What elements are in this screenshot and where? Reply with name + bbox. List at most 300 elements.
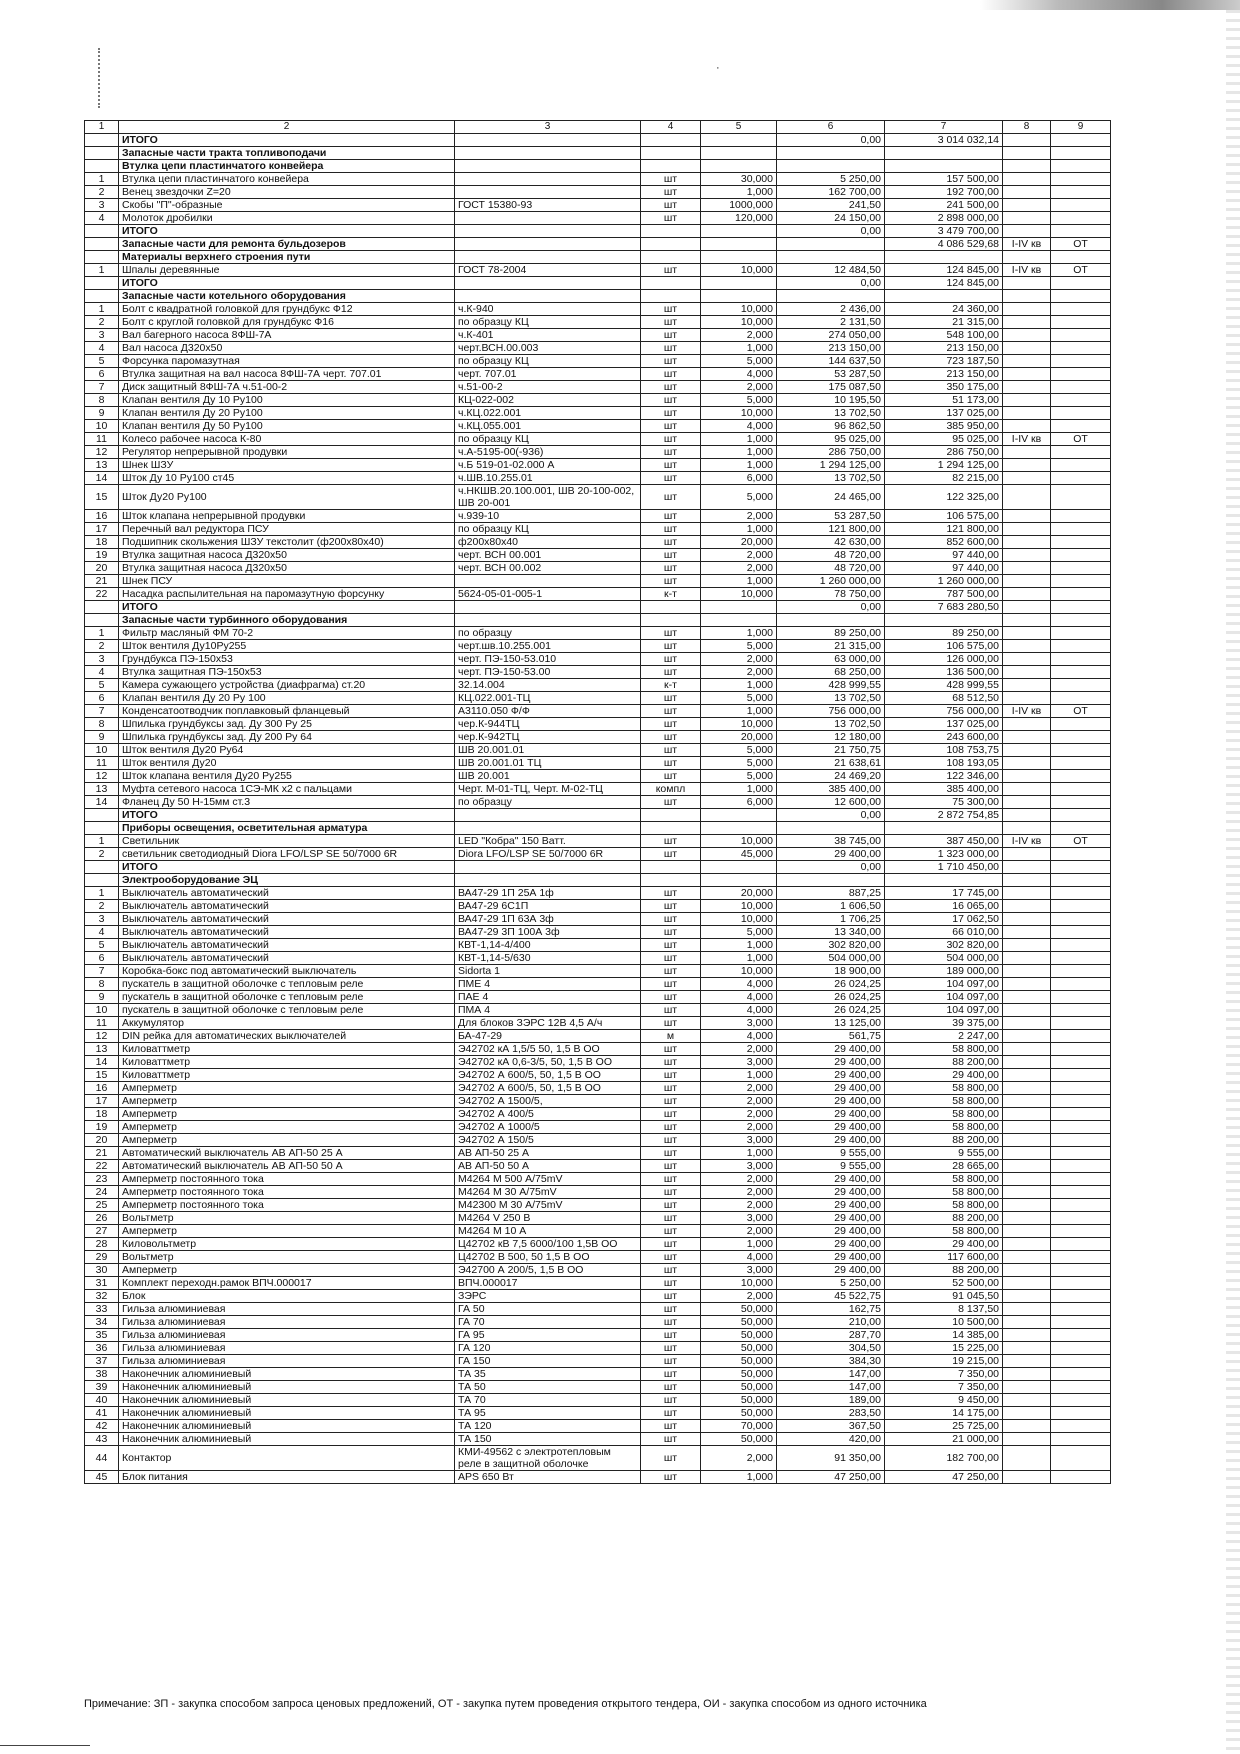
- table-cell-7: 29 400,00: [885, 1069, 1003, 1082]
- table-cell-7: 121 800,00: [885, 523, 1003, 536]
- table-cell-3: [455, 874, 641, 887]
- table-cell-2: ИТОГО: [119, 134, 455, 147]
- table-cell-1: 15: [85, 1069, 119, 1082]
- table-cell-2: Муфта сетевого насоса 1СЭ-МК х2 с пальцами: [119, 783, 455, 796]
- table-cell-5: 1,000: [701, 939, 777, 952]
- table-cell-2: светильник светодиодный Diora LFO/LSP SE 50/7000 6R: [119, 848, 455, 861]
- table-cell-8: [1003, 757, 1051, 770]
- total-row: [85, 861, 1111, 874]
- table-cell-2: Наконечник алюминиевый: [119, 1420, 455, 1433]
- table-row: [85, 770, 1111, 783]
- table-cell-2: Вал багерного насоса 8ФШ-7А: [119, 329, 455, 342]
- table-cell-7: 88 200,00: [885, 1056, 1003, 1069]
- table-cell-4: шт: [641, 472, 701, 485]
- table-cell-9: [1051, 1017, 1111, 1030]
- table-cell-2: Электрооборудование ЭЦ: [119, 874, 455, 887]
- table-row: [85, 562, 1111, 575]
- table-cell-1: 21: [85, 575, 119, 588]
- table-cell-5: 3,000: [701, 1134, 777, 1147]
- table-cell-8: [1003, 900, 1051, 913]
- table-cell-7: 24 360,00: [885, 303, 1003, 316]
- table-cell-4: шт: [641, 1186, 701, 1199]
- table-cell-1: 19: [85, 1121, 119, 1134]
- table-cell-6: 367,50: [777, 1420, 885, 1433]
- table-cell-4: шт: [641, 536, 701, 549]
- table-cell-2: Блок: [119, 1290, 455, 1303]
- table-cell-3: ГА 120: [455, 1342, 641, 1355]
- table-row: [85, 900, 1111, 913]
- table-cell-8: [1003, 1251, 1051, 1264]
- table-cell-2: Вольтметр: [119, 1212, 455, 1225]
- table-cell-6: 68 250,00: [777, 666, 885, 679]
- header-cell: 7: [885, 121, 1003, 134]
- table-cell-8: [1003, 965, 1051, 978]
- table-cell-2: Шпалы деревянные: [119, 264, 455, 277]
- table-cell-7: 787 500,00: [885, 588, 1003, 601]
- table-cell-9: [1051, 1433, 1111, 1446]
- table-cell-3: черт. ПЭ-150-53.00: [455, 666, 641, 679]
- table-cell-6: 29 400,00: [777, 1173, 885, 1186]
- table-cell-1: [85, 147, 119, 160]
- table-row: [85, 588, 1111, 601]
- table-cell-7: 2 872 754,85: [885, 809, 1003, 822]
- table-cell-6: 1 294 125,00: [777, 459, 885, 472]
- table-cell-5: 1,000: [701, 679, 777, 692]
- table-cell-3: ВА47-29 1П 25А 1ф: [455, 887, 641, 900]
- table-cell-4: шт: [641, 1433, 701, 1446]
- table-cell-1: 13: [85, 459, 119, 472]
- table-cell-8: [1003, 1069, 1051, 1082]
- table-cell-1: 31: [85, 1277, 119, 1290]
- table-cell-9: [1051, 1446, 1111, 1471]
- table-cell-7: 302 820,00: [885, 939, 1003, 952]
- table-cell-6: 24 469,20: [777, 770, 885, 783]
- table-cell-1: 16: [85, 1082, 119, 1095]
- section-row: [85, 290, 1111, 303]
- table-cell-5: 10,000: [701, 913, 777, 926]
- table-cell-7: 7 350,00: [885, 1381, 1003, 1394]
- table-cell-2: Фланец Ду 50 Н-15мм ст.3: [119, 796, 455, 809]
- table-cell-8: [1003, 368, 1051, 381]
- table-cell-2: Насадка распылительная на паромазутную форсунку: [119, 588, 455, 601]
- table-cell-4: шт: [641, 173, 701, 186]
- table-cell-5: [701, 277, 777, 290]
- table-cell-6: 2 131,50: [777, 316, 885, 329]
- table-cell-1: 1: [85, 264, 119, 277]
- header-cell: 1: [85, 121, 119, 134]
- table-row: [85, 848, 1111, 861]
- table-cell-3: черт. ВСН 00.002: [455, 562, 641, 575]
- table-cell-3: М4264 М 10 А: [455, 1225, 641, 1238]
- table-cell-1: 2: [85, 900, 119, 913]
- table-cell-5: 50,000: [701, 1329, 777, 1342]
- table-cell-3: ПМА 4: [455, 1004, 641, 1017]
- table-cell-1: 13: [85, 1043, 119, 1056]
- table-row: [85, 1056, 1111, 1069]
- table-cell-1: 29: [85, 1251, 119, 1264]
- table-cell-9: [1051, 407, 1111, 420]
- table-cell-7: [885, 251, 1003, 264]
- table-cell-6: 21 750,75: [777, 744, 885, 757]
- table-cell-5: 2,000: [701, 653, 777, 666]
- table-cell-1: 2: [85, 316, 119, 329]
- table-cell-4: [641, 822, 701, 835]
- table-cell-7: 29 400,00: [885, 1238, 1003, 1251]
- table-cell-9: [1051, 679, 1111, 692]
- table-cell-9: [1051, 303, 1111, 316]
- section-row: [85, 147, 1111, 160]
- table-cell-2: Запасные части турбинного оборудования: [119, 614, 455, 627]
- table-cell-8: [1003, 991, 1051, 1004]
- table-cell-9: [1051, 965, 1111, 978]
- table-cell-8: [1003, 1147, 1051, 1160]
- table-cell-7: 385 400,00: [885, 783, 1003, 796]
- table-row: [85, 329, 1111, 342]
- table-cell-5: 1,000: [701, 627, 777, 640]
- table-cell-1: [85, 238, 119, 251]
- table-cell-5: 120,000: [701, 212, 777, 225]
- table-cell-4: [641, 160, 701, 173]
- table-cell-7: 104 097,00: [885, 978, 1003, 991]
- table-cell-9: [1051, 160, 1111, 173]
- table-cell-6: 1 706,25: [777, 913, 885, 926]
- table-row: [85, 212, 1111, 225]
- table-cell-1: 10: [85, 420, 119, 433]
- table-cell-3: ГА 70: [455, 1316, 641, 1329]
- table-cell-7: 97 440,00: [885, 562, 1003, 575]
- table-cell-3: ТА 70: [455, 1394, 641, 1407]
- table-row: [85, 368, 1111, 381]
- table-cell-7: 58 800,00: [885, 1121, 1003, 1134]
- table-cell-7: 28 665,00: [885, 1160, 1003, 1173]
- table-cell-3: ч.939-10: [455, 510, 641, 523]
- table-cell-3: ГА 150: [455, 1355, 641, 1368]
- table-cell-3: ГОСТ 78-2004: [455, 264, 641, 277]
- table-cell-4: шт: [641, 1069, 701, 1082]
- table-cell-1: 28: [85, 1238, 119, 1251]
- table-cell-7: 157 500,00: [885, 173, 1003, 186]
- table-cell-5: 10,000: [701, 588, 777, 601]
- table-cell-9: [1051, 1030, 1111, 1043]
- table-cell-3: [455, 160, 641, 173]
- table-cell-8: [1003, 601, 1051, 614]
- table-cell-6: 53 287,50: [777, 368, 885, 381]
- table-cell-2: Шнек ШЗУ: [119, 459, 455, 472]
- table-cell-8: I-IV кв: [1003, 835, 1051, 848]
- table-cell-8: [1003, 1355, 1051, 1368]
- table-cell-1: 9: [85, 407, 119, 420]
- table-cell-4: шт: [641, 1238, 701, 1251]
- table-cell-1: 36: [85, 1342, 119, 1355]
- table-cell-1: 18: [85, 536, 119, 549]
- table-cell-3: Э42702 А 600/5, 50, 1,5 В ОО: [455, 1082, 641, 1095]
- table-cell-6: 384,30: [777, 1355, 885, 1368]
- table-cell-6: 29 400,00: [777, 1199, 885, 1212]
- table-cell-4: шт: [641, 1251, 701, 1264]
- table-cell-2: Контактор: [119, 1446, 455, 1471]
- table-cell-9: [1051, 536, 1111, 549]
- table-cell-1: 11: [85, 433, 119, 446]
- table-row: [85, 1264, 1111, 1277]
- table-cell-2: Втулка защитная насоса Д320х50: [119, 549, 455, 562]
- table-cell-9: [1051, 510, 1111, 523]
- table-row: [85, 978, 1111, 991]
- table-cell-5: 1,000: [701, 1147, 777, 1160]
- table-cell-2: Аккумулятор: [119, 1017, 455, 1030]
- table-cell-4: шт: [641, 1368, 701, 1381]
- table-cell-5: 45,000: [701, 848, 777, 861]
- table-cell-9: ОТ: [1051, 264, 1111, 277]
- table-cell-1: [85, 134, 119, 147]
- table-row: [85, 1186, 1111, 1199]
- table-cell-4: шт: [641, 1043, 701, 1056]
- table-cell-8: [1003, 472, 1051, 485]
- table-cell-9: [1051, 1368, 1111, 1381]
- table-cell-4: шт: [641, 1225, 701, 1238]
- table-cell-2: Приборы освещения, осветительная арматура: [119, 822, 455, 835]
- table-cell-7: 14 385,00: [885, 1329, 1003, 1342]
- table-cell-5: 50,000: [701, 1303, 777, 1316]
- table-row: [85, 705, 1111, 718]
- table-cell-4: шт: [641, 887, 701, 900]
- table-cell-2: Втулка защитная насоса Д320х50: [119, 562, 455, 575]
- table-cell-2: Амперметр: [119, 1108, 455, 1121]
- table-cell-6: [777, 238, 885, 251]
- table-cell-2: Конденсатоотводчик поплавковый фланцевый: [119, 705, 455, 718]
- table-cell-2: ИТОГО: [119, 225, 455, 238]
- table-cell-2: Шток вентиля Ду20: [119, 757, 455, 770]
- table-cell-1: 12: [85, 446, 119, 459]
- table-cell-7: 25 725,00: [885, 1420, 1003, 1433]
- table-cell-8: [1003, 783, 1051, 796]
- table-cell-7: 52 500,00: [885, 1277, 1003, 1290]
- table-row: [85, 523, 1111, 536]
- table-cell-6: 29 400,00: [777, 1212, 885, 1225]
- table-cell-5: 2,000: [701, 381, 777, 394]
- table-cell-4: [641, 147, 701, 160]
- table-cell-4: шт: [641, 1056, 701, 1069]
- table-cell-5: [701, 601, 777, 614]
- table-cell-1: 4: [85, 666, 119, 679]
- table-cell-1: [85, 251, 119, 264]
- table-cell-8: [1003, 536, 1051, 549]
- table-row: [85, 575, 1111, 588]
- table-cell-8: [1003, 212, 1051, 225]
- table-cell-2: DIN рейка для автоматических выключателей: [119, 1030, 455, 1043]
- table-cell-3: [455, 575, 641, 588]
- procurement-table: [84, 120, 1111, 1484]
- table-cell-9: [1051, 1199, 1111, 1212]
- table-cell-5: 5,000: [701, 926, 777, 939]
- table-cell-8: [1003, 1082, 1051, 1095]
- table-row: [85, 1069, 1111, 1082]
- table-cell-9: [1051, 225, 1111, 238]
- table-cell-2: Втулка цепи пластинчатого конвейера: [119, 160, 455, 173]
- table-cell-6: 95 025,00: [777, 433, 885, 446]
- table-cell-1: [85, 160, 119, 173]
- table-cell-1: [85, 809, 119, 822]
- table-cell-5: 2,000: [701, 666, 777, 679]
- table-cell-7: 58 800,00: [885, 1225, 1003, 1238]
- table-cell-4: шт: [641, 744, 701, 757]
- table-cell-1: 14: [85, 1056, 119, 1069]
- table-cell-8: [1003, 1212, 1051, 1225]
- table-cell-8: [1003, 1277, 1051, 1290]
- table-cell-6: 2 436,00: [777, 303, 885, 316]
- table-cell-3: ЗЭРС: [455, 1290, 641, 1303]
- table-cell-5: 30,000: [701, 173, 777, 186]
- table-cell-7: 385 950,00: [885, 420, 1003, 433]
- table-cell-2: Выключатель автоматический: [119, 913, 455, 926]
- table-cell-1: 40: [85, 1394, 119, 1407]
- table-cell-6: 0,00: [777, 225, 885, 238]
- table-cell-5: 10,000: [701, 1277, 777, 1290]
- table-cell-2: Шток вентиля Ду10Ру255: [119, 640, 455, 653]
- table-cell-7: 10 500,00: [885, 1316, 1003, 1329]
- table-cell-8: [1003, 653, 1051, 666]
- table-cell-7: 7 350,00: [885, 1368, 1003, 1381]
- table-cell-5: 10,000: [701, 407, 777, 420]
- table-cell-8: [1003, 316, 1051, 329]
- table-cell-8: [1003, 1303, 1051, 1316]
- table-cell-3: АВ АП-50 25 А: [455, 1147, 641, 1160]
- table-cell-3: [455, 861, 641, 874]
- table-row: [85, 1446, 1111, 1471]
- table-cell-1: [85, 822, 119, 835]
- table-cell-5: 2,000: [701, 1043, 777, 1056]
- table-cell-2: Шток клапана непрерывной продувки: [119, 510, 455, 523]
- table-cell-7: 39 375,00: [885, 1017, 1003, 1030]
- table-cell-5: 3,000: [701, 1212, 777, 1225]
- table-cell-9: [1051, 1160, 1111, 1173]
- table-row: [85, 1251, 1111, 1264]
- table-cell-2: Шток клапана вентиля Ду20 Ру255: [119, 770, 455, 783]
- table-cell-1: 17: [85, 1095, 119, 1108]
- table-cell-2: Киловольтметр: [119, 1238, 455, 1251]
- table-cell-2: Диск защитный 8ФШ-7А ч.51-00-2: [119, 381, 455, 394]
- table-cell-5: 50,000: [701, 1433, 777, 1446]
- scan-edge-artifact: [980, 0, 1240, 10]
- header-cell: 4: [641, 121, 701, 134]
- table-cell-6: [777, 614, 885, 627]
- table-cell-1: 2: [85, 848, 119, 861]
- table-cell-9: [1051, 1316, 1111, 1329]
- table-cell-5: 10,000: [701, 264, 777, 277]
- table-cell-9: [1051, 186, 1111, 199]
- table-row: [85, 1134, 1111, 1147]
- table-cell-8: [1003, 562, 1051, 575]
- table-cell-9: [1051, 1173, 1111, 1186]
- table-cell-2: Амперметр: [119, 1082, 455, 1095]
- table-cell-4: [641, 134, 701, 147]
- table-cell-4: шт: [641, 381, 701, 394]
- table-cell-3: [455, 238, 641, 251]
- table-cell-5: 5,000: [701, 692, 777, 705]
- table-cell-3: ВПЧ.000017: [455, 1277, 641, 1290]
- table-cell-7: 95 025,00: [885, 433, 1003, 446]
- table-cell-6: 175 087,50: [777, 381, 885, 394]
- table-cell-7: 19 215,00: [885, 1355, 1003, 1368]
- table-cell-7: 213 150,00: [885, 342, 1003, 355]
- table-cell-4: [641, 225, 701, 238]
- table-cell-2: Фильтр масляный ФМ 70-2: [119, 627, 455, 640]
- table-cell-1: 22: [85, 588, 119, 601]
- table-cell-9: [1051, 173, 1111, 186]
- table-cell-8: [1003, 446, 1051, 459]
- table-cell-4: шт: [641, 965, 701, 978]
- table-cell-9: [1051, 1420, 1111, 1433]
- table-cell-1: 33: [85, 1303, 119, 1316]
- table-cell-4: шт: [641, 1212, 701, 1225]
- table-cell-9: [1051, 1108, 1111, 1121]
- table-cell-1: 10: [85, 1004, 119, 1017]
- table-cell-6: 29 400,00: [777, 1264, 885, 1277]
- table-cell-2: Втулка цепи пластинчатого конвейера: [119, 173, 455, 186]
- table-row: [85, 1368, 1111, 1381]
- table-cell-4: шт: [641, 991, 701, 1004]
- table-cell-3: Э42702 кА 1,5/5 50, 1,5 В ОО: [455, 1043, 641, 1056]
- table-cell-4: шт: [641, 459, 701, 472]
- table-cell-3: ч.51-00-2: [455, 381, 641, 394]
- table-cell-5: 4,000: [701, 1004, 777, 1017]
- table-cell-9: [1051, 1069, 1111, 1082]
- table-cell-5: 1,000: [701, 1069, 777, 1082]
- table-cell-6: 286 750,00: [777, 446, 885, 459]
- table-cell-2: Втулка защитная на вал насоса 8ФШ-7А черт. 707.01: [119, 368, 455, 381]
- table-row: [85, 926, 1111, 939]
- table-cell-4: шт: [641, 1199, 701, 1212]
- table-cell-1: 9: [85, 731, 119, 744]
- table-cell-1: 8: [85, 718, 119, 731]
- table-cell-8: [1003, 1420, 1051, 1433]
- table-cell-8: [1003, 1238, 1051, 1251]
- table-cell-7: 7 683 280,50: [885, 601, 1003, 614]
- table-cell-5: 2,000: [701, 1199, 777, 1212]
- table-cell-3: Для блоков ЗЭРС 12В 4,5 А/ч: [455, 1017, 641, 1030]
- table-cell-5: [701, 614, 777, 627]
- table-row: [85, 1420, 1111, 1433]
- table-row: [85, 1004, 1111, 1017]
- table-cell-3: Э42702 А 1000/5: [455, 1121, 641, 1134]
- table-cell-8: [1003, 407, 1051, 420]
- table-cell-3: ВА47-29 3П 100А 3ф: [455, 926, 641, 939]
- table-cell-6: 13 702,50: [777, 407, 885, 420]
- table-cell-9: ОТ: [1051, 433, 1111, 446]
- table-cell-4: шт: [641, 1277, 701, 1290]
- table-cell-3: по образцу: [455, 796, 641, 809]
- table-row: [85, 627, 1111, 640]
- table-cell-2: Блок питания: [119, 1471, 455, 1484]
- table-cell-4: шт: [641, 1471, 701, 1484]
- table-cell-6: 13 702,50: [777, 718, 885, 731]
- table-cell-4: [641, 809, 701, 822]
- table-cell-4: шт: [641, 368, 701, 381]
- table-cell-9: [1051, 1147, 1111, 1160]
- table-header-row: [85, 121, 1111, 134]
- table-cell-4: шт: [641, 978, 701, 991]
- section-row: [85, 238, 1111, 251]
- table-cell-1: 23: [85, 1173, 119, 1186]
- table-cell-3: Э42702 А 600/5, 50, 1,5 В ОО: [455, 1069, 641, 1082]
- table-cell-7: 68 512,50: [885, 692, 1003, 705]
- table-cell-9: [1051, 472, 1111, 485]
- table-cell-8: [1003, 575, 1051, 588]
- table-cell-1: 16: [85, 510, 119, 523]
- table-cell-3: М4264 V 250 В: [455, 1212, 641, 1225]
- table-cell-1: 3: [85, 329, 119, 342]
- table-cell-7: 104 097,00: [885, 1004, 1003, 1017]
- table-cell-1: 42: [85, 1420, 119, 1433]
